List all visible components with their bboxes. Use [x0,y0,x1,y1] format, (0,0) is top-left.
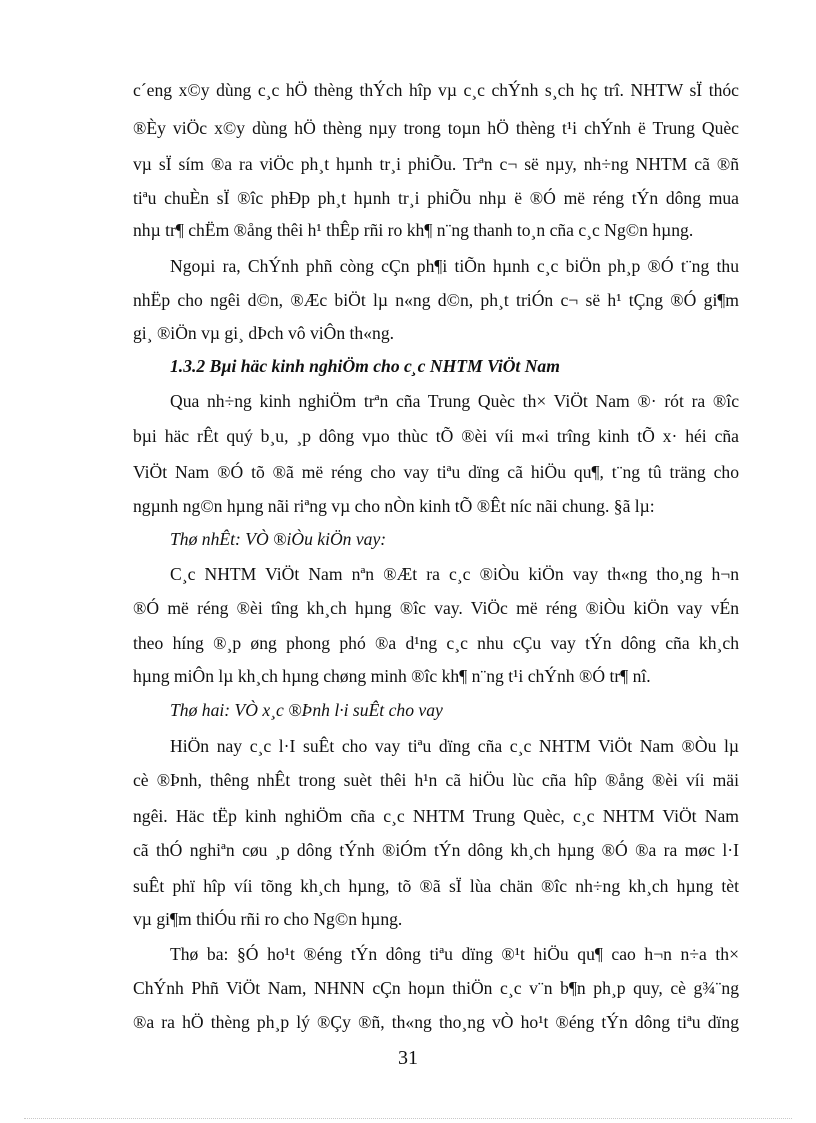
body-text-line: vµ sÏ sím ®a ra viÖc ph¸t hµnh tr¸i phiÕu. Trªn c¬ së nµy, nh÷ng NHTM cã ®ñ [133,154,739,174]
page-bottom-border [24,1118,792,1119]
subheading: Thø hai: VÒ x¸c ®Þnh l·i suÊt cho vay [170,700,443,720]
body-text-line: ngµnh ng©n hµng nãi riªng vµ cho nÒn kinh tÕ ®Êt níc nãi chung. §ã lµ: [133,496,655,516]
body-text-line: tiªu chuÈn sÏ ®îc phÐp ph¸t hµnh tr¸i phiÕu nhµ ë ®Ó më réng tÝn dông mua [133,188,739,208]
body-text-line: HiÖn nay c¸c l·I suÊt cho vay tiªu dïng cña c¸c NHTM ViÖt Nam ®Òu lµ [170,736,739,756]
body-text-line: Thø ba: §Ó ho¹t ®éng tÝn dông tiªu dïng ®¹t hiÖu qu¶ cao h¬n n÷a th× [170,944,739,964]
body-text-line: c´eng x©y dùng c¸c hÖ thèng thÝch hîp vµ c¸c chÝnh s¸ch hç trî. NHTW sÏ thóc [133,80,739,100]
body-text-line: nhËp cho ngêi d©n, ®Æc biÖt lµ n«ng d©n, ph¸t triÓn c¬ së h¹ tÇng ®Ó gi¶m [133,290,739,310]
body-text-line: ngêi. Häc tËp kinh nghiÖm cña c¸c NHTM Trung Quèc, c¸c NHTM ViÖt Nam [133,806,739,826]
subheading: Thø nhÊt: VÒ ®iÒu kiÖn vay: [170,529,387,549]
body-text-line: cè ®Þnh, thêng nhÊt trong suèt thêi h¹n cã hiÖu lùc cña hîp ®ång ®èi víi mäi [133,770,739,790]
body-text-line: ®Èy viÖc x©y dùng hÖ thèng nµy trong toµn hÖ thèng t¹i chÝnh ë Trung Quèc [133,118,739,138]
body-text-line: cã thÓ nghiªn cøu ¸p dông tÝnh ®iÓm tÝn dông kh¸ch hµng ®Ó ®a ra møc l·I [133,840,739,860]
body-text-line: ®Ó më réng ®èi tîng kh¸ch hµng ®îc vay. ViÖc më réng ®iÒu kiÖn vay vÉn [133,598,739,618]
body-text-line: Qua nh÷ng kinh nghiÖm trªn cña Trung Quèc th× ViÖt Nam ®· rót ra ®îc [170,391,739,411]
section-heading: 1.3.2 Bµi häc kinh nghiÖm cho c¸c NHTM ViÖt Nam [170,356,560,376]
body-text-line: hµng miÔn lµ kh¸ch hµng chøng minh ®îc kh¶ n¨ng t¹i chÝnh ®Ó tr¶ nî. [133,666,651,686]
body-text-line: C¸c NHTM ViÖt Nam nªn ®Æt ra c¸c ®iÒu kiÖn vay th«ng tho¸ng h¬n [170,564,739,584]
body-text-line: suÊt phï hîp víi tõng kh¸ch hµng, tõ ®ã sÏ lùa chän ®îc nh÷ng kh¸ch hµng tèt [133,876,739,896]
body-text-line: theo híng ®¸p øng phong phó ®a d¹ng c¸c nhu cÇu vay tÝn dông cña kh¸ch [133,633,739,653]
body-text-line: ViÖt Nam ®Ó tõ ®ã më réng cho vay tiªu dïng cã hiÖu qu¶, t¨ng tû träng cho [133,462,739,482]
body-text-line: gi¸ ®iÖn vµ gi¸ dÞch vô viÔn th«ng. [133,323,395,343]
page-number: 31 [398,1047,418,1069]
body-text-line: vµ gi¶m thiÓu rñi ro cho Ng©n hµng. [133,909,403,929]
body-text-line: Ngoµi ra, ChÝnh phñ còng cÇn ph¶i tiÕn hµnh c¸c biÖn ph¸p ®Ó t¨ng thu [170,256,739,276]
body-text-line: ®a ra hÖ thèng ph¸p lý ®Çy ®ñ, th«ng tho¸ng vÒ ho¹t ®éng tÝn dông tiªu dïng [133,1012,739,1032]
body-text-line: ChÝnh Phñ ViÖt Nam, NHNN cÇn hoµn thiÖn c¸c v¨n b¶n ph¸p quy, cè g¾¨ng [133,978,739,998]
body-text-line: bµi häc rÊt quý b¸u, ¸p dông vµo thùc tÕ ®èi víi m«i trîng kinh tÕ x· héi cña [133,426,739,446]
body-text-line: nhµ tr¶ chËm ®ång thêi h¹ thÊp rñi ro kh¶ n¨ng thanh to¸n cña c¸c Ng©n hµng. [133,220,694,240]
